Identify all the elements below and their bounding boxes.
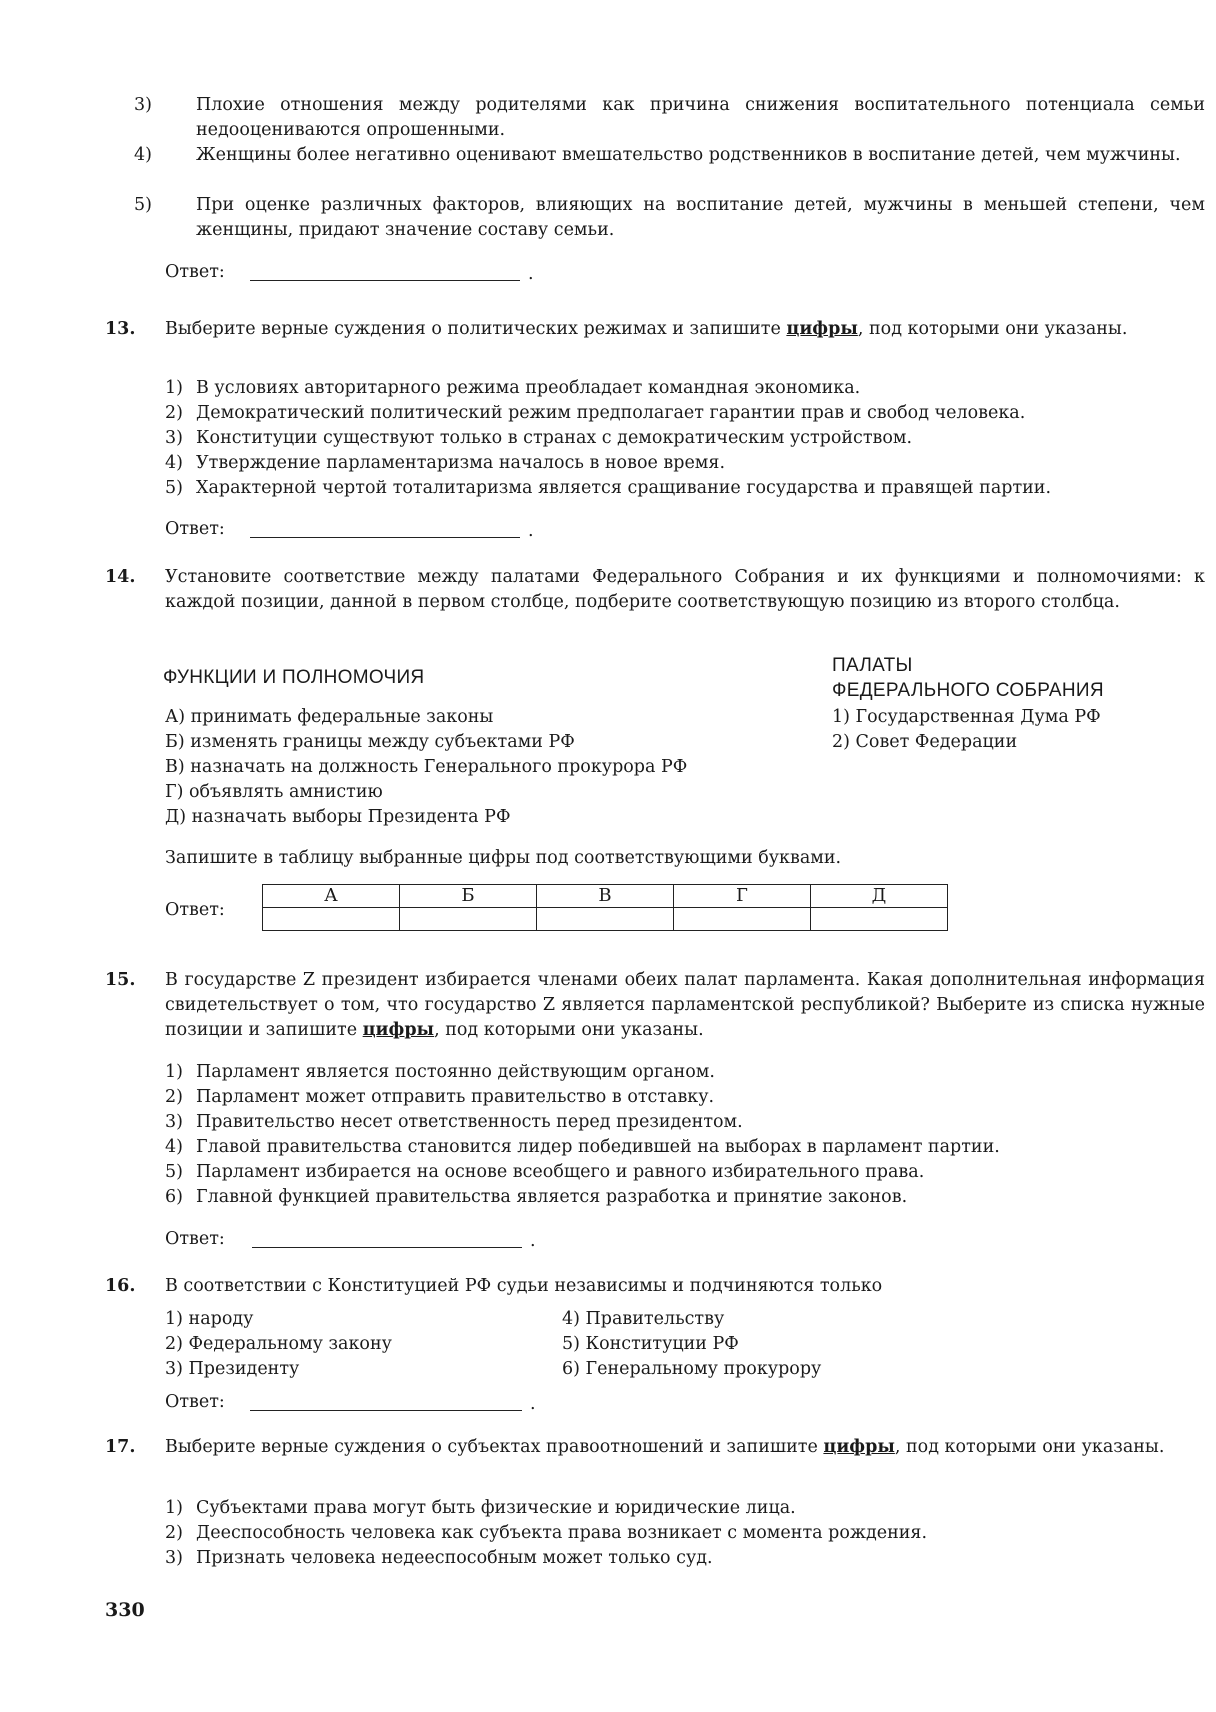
q15-option-5: 5) Парламент избирается на основе всеобщего и равного избирательного права. — [165, 1162, 925, 1182]
q14-item-v: В) назначать на должность Генерального прокурора РФ — [165, 757, 688, 777]
q13-question: Выберите верные суждения о политических режимах и запишите цифры, под которыми они указаны. — [165, 319, 1128, 339]
q17-option-3: 3) Признать человека недееспособным может только суд. — [165, 1548, 713, 1568]
q15-question: В государстве Z президент избирается членами обеих палат парламента. Какая дополнительная информация свидетельствует о том, что государство Z является парламентской республикой? Выберите из списка нужные позиции и запишите цифры, под которыми они указаны. — [165, 970, 1205, 1040]
q12-answer-field[interactable] — [250, 280, 520, 281]
q14-col-g: Г — [674, 885, 811, 908]
q16-number: 16. — [105, 1276, 136, 1296]
q15-emphasis: цифры — [362, 1020, 435, 1040]
q13-option-1: 1) В условиях авторитарного режима преобладает командная экономика. — [165, 378, 861, 398]
q12-answer-dot: . — [528, 264, 534, 284]
q14-col-a: А — [263, 885, 400, 908]
q12-option-3: 3) Плохие отношения между родителями как причина снижения воспитательного потенциала семьи недооцениваются опрошенными. — [134, 95, 1205, 140]
q14-answer-label: Ответ: — [165, 900, 225, 920]
q14-answer-cell-g[interactable] — [674, 908, 811, 931]
q14-item-a: А) принимать федеральные законы — [165, 707, 494, 727]
q14-question: Установите соответствие между палатами Федерального Собрания и их функциями и полномочиями: к каждой позиции, данной в первом столбце, подберите соответствующую позицию из второго столбца. — [165, 567, 1205, 612]
q16-option-5: 5) Конституции РФ — [562, 1334, 739, 1354]
q16-answer-field[interactable] — [250, 1410, 522, 1411]
q14-answer-cell-v[interactable] — [537, 908, 674, 931]
q14-chamber-1: 1) Государственная Дума РФ — [832, 707, 1101, 727]
q14-number: 14. — [105, 567, 136, 587]
q13-option-2: 2) Демократический политический режим предполагает гарантии прав и свобод человека. — [165, 403, 1026, 423]
q14-answer-cell-a[interactable] — [263, 908, 400, 931]
q15-option-3: 3) Правительство несет ответственность перед президентом. — [165, 1112, 743, 1132]
q14-col-d: Д — [811, 885, 948, 908]
q16-option-4: 4) Правительству — [562, 1309, 725, 1329]
q13-number: 13. — [105, 319, 136, 339]
q14-right-heading-1: ПАЛАТЫ — [832, 655, 913, 676]
q13-answer-dot: . — [528, 521, 534, 541]
q16-option-3: 3) Президенту — [165, 1359, 300, 1379]
q13-option-5: 5) Характерной чертой тоталитаризма является сращивание государства и правящей партии. — [165, 478, 1052, 498]
q16-option-6: 6) Генеральному прокурору — [562, 1359, 822, 1379]
q17-number: 17. — [105, 1437, 136, 1457]
q14-left-heading: ФУНКЦИИ И ПОЛНОМОЧИЯ — [163, 667, 425, 688]
q17-question: Выберите верные суждения о субъектах правоотношений и запишите цифры, под которыми они указаны. — [165, 1437, 1165, 1457]
q15-option-1: 1) Парламент является постоянно действующим органом. — [165, 1062, 715, 1082]
q14-chamber-2: 2) Совет Федерации — [832, 732, 1018, 752]
q14-col-b: Б — [400, 885, 537, 908]
q14-table-header-row — [263, 885, 948, 908]
q12-option-4: 4) Женщины более негативно оценивают вмешательство родственников в воспитание детей, чем мужчины. — [134, 145, 1181, 165]
q13-answer-field[interactable] — [250, 537, 520, 538]
q16-option-2: 2) Федеральному закону — [165, 1334, 392, 1354]
q17-option-1: 1) Субъектами права могут быть физические и юридические лица. — [165, 1498, 796, 1518]
q14-table-answer-row — [263, 908, 948, 931]
q16-answer-label: Ответ: — [165, 1392, 225, 1412]
q14-instruction: Запишите в таблицу выбранные цифры под соответствующими буквами. — [165, 848, 842, 868]
q16-option-1: 1) народу — [165, 1309, 254, 1329]
q15-option-4: 4) Главой правительства становится лидер победившей на выборах в парламент партии. — [165, 1137, 1000, 1157]
q13-option-3: 3) Конституции существуют только в странах с демократическим устройством. — [165, 428, 913, 448]
q16-question: В соответствии с Конституцией РФ судьи независимы и подчиняются только — [165, 1276, 883, 1296]
q14-answer-cell-b[interactable] — [400, 908, 537, 931]
q14-right-heading-2: ФЕДЕРАЛЬНОГО СОБРАНИЯ — [832, 680, 1104, 701]
q15-option-6: 6) Главной функцией правительства является разработка и принятие законов. — [165, 1187, 908, 1207]
q13-option-4: 4) Утверждение парламентаризма началось в новое время. — [165, 453, 726, 473]
q17-option-2: 2) Дееспособность человека как субъекта права возникает с момента рождения. — [165, 1523, 928, 1543]
q14-item-d: Д) назначать выборы Президента РФ — [165, 807, 511, 827]
q14-item-b: Б) изменять границы между субъектами РФ — [165, 732, 575, 752]
q15-answer-label: Ответ: — [165, 1229, 225, 1249]
q15-number: 15. — [105, 970, 136, 990]
q14-item-g: Г) объявлять амнистию — [165, 782, 383, 802]
q14-answer-cell-d[interactable] — [811, 908, 948, 931]
q14-col-v: В — [537, 885, 674, 908]
q17-emphasis: цифры — [823, 1437, 895, 1457]
q15-answer-field[interactable] — [252, 1247, 522, 1248]
q16-answer-dot: . — [530, 1394, 536, 1414]
q12-option-5: 5) При оценке различных факторов, влияющих на воспитание детей, мужчины в меньшей степени, чем женщины, придают значение составу семьи. — [134, 195, 1205, 240]
q12-answer-label: Ответ: — [165, 262, 225, 282]
q15-option-2: 2) Парламент может отправить правительство в отставку. — [165, 1087, 715, 1107]
q15-answer-dot: . — [530, 1231, 536, 1251]
q14-answer-table — [262, 884, 948, 931]
page-number: 330 — [105, 1599, 145, 1621]
q13-emphasis: цифры — [786, 319, 858, 339]
q13-answer-label: Ответ: — [165, 519, 225, 539]
